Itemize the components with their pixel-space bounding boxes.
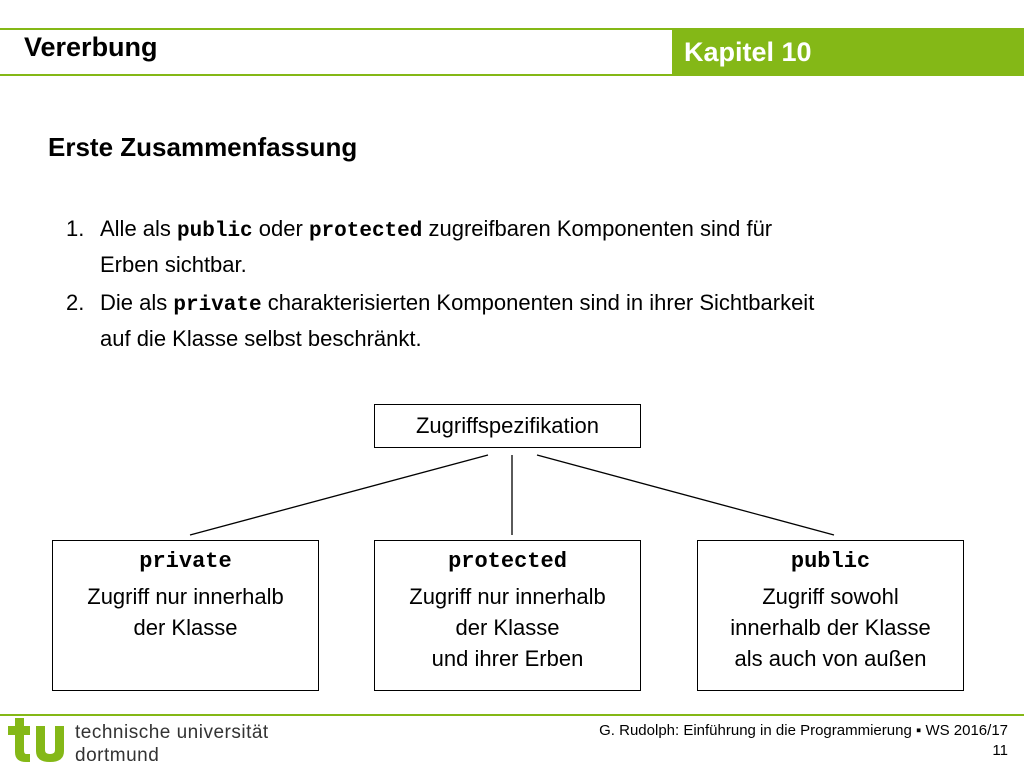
box-keyword: private — [139, 549, 232, 574]
diagram-box-private — [52, 540, 319, 691]
list-text: Die als private charakterisierten Komponenten sind in ihrer Sichtbarkeit auf die Klasse selbst beschränkt. — [100, 290, 815, 351]
list-text: Alle als public oder protected zugreifbaren Komponenten sind für Erben sichtbar. — [100, 216, 773, 277]
box-description: Zugriff nur innerhalb der Klasse und ihrer Erben — [409, 584, 606, 671]
diagram-box-public — [697, 540, 964, 691]
footer-rule — [0, 714, 1024, 716]
keyword-protected: protected — [308, 220, 423, 243]
page-number: 11 — [992, 742, 1008, 759]
footer-credit — [599, 721, 1008, 761]
diagram-root-box: Zugriffspezifikation — [374, 404, 641, 448]
tu-logo-icon — [6, 716, 72, 766]
diagram-box-protected — [374, 540, 641, 691]
slide-title: Vererbung — [24, 32, 158, 62]
connector-public — [537, 455, 834, 535]
box-description: Zugriff nur innerhalb der Klasse — [87, 584, 284, 640]
university-name: technische universität dortmund — [75, 722, 269, 766]
box-description: Zugriff sowohl innerhalb der Klasse als auch von außen — [730, 584, 931, 671]
chapter-badge: Kapitel 10 — [672, 30, 1024, 74]
list-number: 1. — [66, 216, 85, 241]
connector-private — [190, 455, 488, 535]
lecture-credit: G. Rudolph: Einführung in die Programmierung ▪ WS 2016/17 — [599, 722, 1008, 739]
box-keyword: public — [790, 549, 871, 574]
section-title: Erste Zusammenfassung — [48, 132, 358, 162]
keyword-private: private — [173, 294, 262, 317]
list-number: 2. — [66, 290, 85, 315]
box-keyword: protected — [448, 549, 567, 574]
keyword-public: public — [177, 220, 253, 243]
